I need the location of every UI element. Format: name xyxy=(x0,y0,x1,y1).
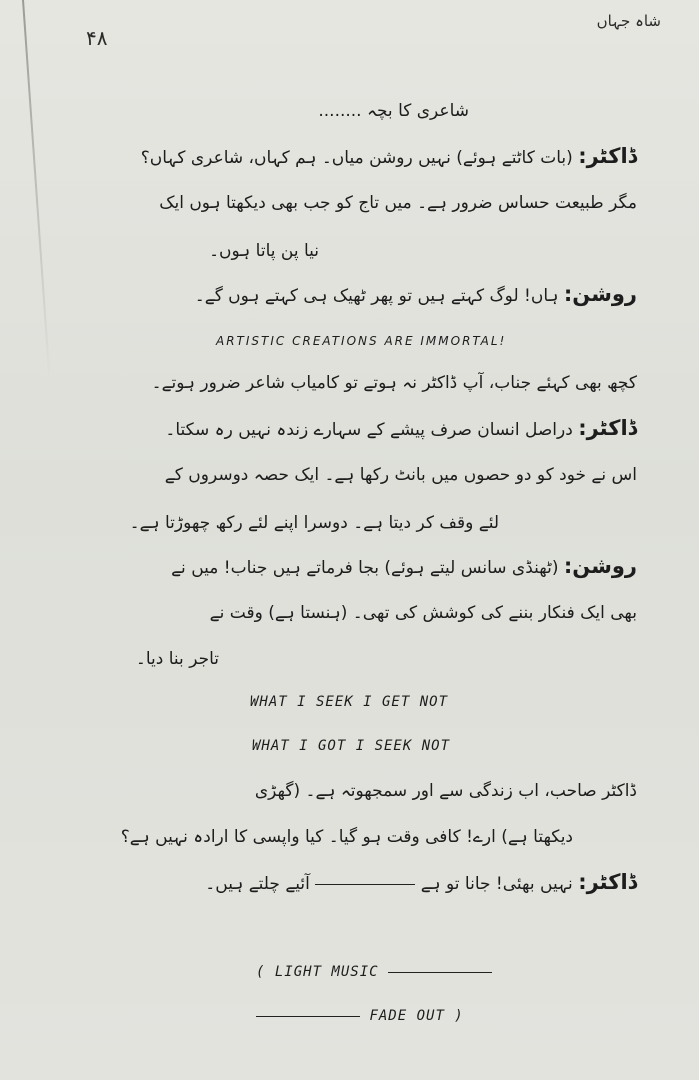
stage-direction xyxy=(256,964,492,980)
stage-direction-text: ( LIGHT MUSIC xyxy=(256,964,379,980)
speaker-name: ڈاکٹر: xyxy=(578,416,637,440)
english-quote: WHAT I GOT I SEEK NOT xyxy=(252,738,451,754)
dialogue-line: بھی ایک فنکار بننے کی کوشش کی تھی۔ (ہنستا ہے) وقت نے xyxy=(209,603,637,623)
dialogue-line: نیا پن پاتا ہوں۔ xyxy=(209,241,319,261)
dialogue-line: دیکھتا ہے) ارے! کافی وقت ہو گیا۔ کیا واپسی کا ارادہ نہیں ہے؟ xyxy=(120,827,573,847)
stage-direction-text: FADE OUT ) xyxy=(369,1008,464,1024)
speaker-name: ڈاکٹر: xyxy=(578,870,637,894)
speaker-name: ڈاکٹر: xyxy=(578,144,637,168)
blank-line xyxy=(256,1016,360,1017)
english-quote: WHAT I SEEK I GET NOT xyxy=(250,694,449,710)
dialogue-line xyxy=(171,554,637,578)
dialogue-line: کچھ بھی کہئے جناب، آپ ڈاکٹر نہ ہوتے تو کامیاب شاعر ضرور ہوتے۔ xyxy=(151,373,637,393)
speaker-name: روشن: xyxy=(563,282,637,306)
dialogue-line: مگر طبیعت حساس ضرور ہے۔ میں تاج کو جب بھی دیکھتا ہوں ایک xyxy=(159,193,637,213)
dialogue-line xyxy=(165,416,637,440)
dialogue-text: ہاں! لوگ کہتے ہیں تو پھر ٹھیک ہی کہتے ہوں گے۔ xyxy=(194,286,559,306)
dialogue-text: (بات کاٹتے ہوئے) نہیں روشن میاں۔ ہم کہاں، شاعری کہاں؟ xyxy=(140,148,573,168)
running-head: شاہ جہاں xyxy=(596,12,661,30)
dialogue-text: آئیے چلتے ہیں۔ xyxy=(205,874,310,894)
dialogue-text: (ٹھنڈی سانس لیتے ہوئے) بجا فرماتے ہیں جناب! میں نے xyxy=(171,558,559,578)
dialogue-line: تاجر بنا دیا۔ xyxy=(135,649,219,669)
blank-line xyxy=(388,972,492,973)
page-number: ۴۸ xyxy=(86,26,108,50)
blank-line xyxy=(315,884,415,885)
dialogue-line xyxy=(205,870,637,894)
dialogue-text: دراصل انسان صرف پیشے کے سہارے زندہ نہیں رہ سکتا۔ xyxy=(165,420,573,440)
dialogue-line: اس نے خود کو دو حصوں میں بانٹ رکھا ہے۔ ایک حصہ دوسروں کے xyxy=(164,465,637,485)
dialogue-text: نہیں بھئی! جانا تو ہے xyxy=(420,874,573,894)
english-caption: ARTISTIC CREATIONS ARE IMMORTAL! xyxy=(216,334,507,348)
page-fold-shadow xyxy=(22,0,51,379)
dialogue-line: شاعری کا بچہ ........ xyxy=(318,101,469,121)
dialogue-line: لئے وقف کر دیتا ہے۔ دوسرا اپنے لئے رکھ چھوڑتا ہے۔ xyxy=(129,513,499,533)
dialogue-line xyxy=(141,144,637,168)
stage-direction xyxy=(256,1008,464,1024)
dialogue-line: ڈاکٹر صاحب، اب زندگی سے اور سمجھوتہ ہے۔ (گھڑی xyxy=(254,781,637,801)
speaker-name: روشن: xyxy=(563,554,637,578)
dialogue-line xyxy=(195,282,637,306)
